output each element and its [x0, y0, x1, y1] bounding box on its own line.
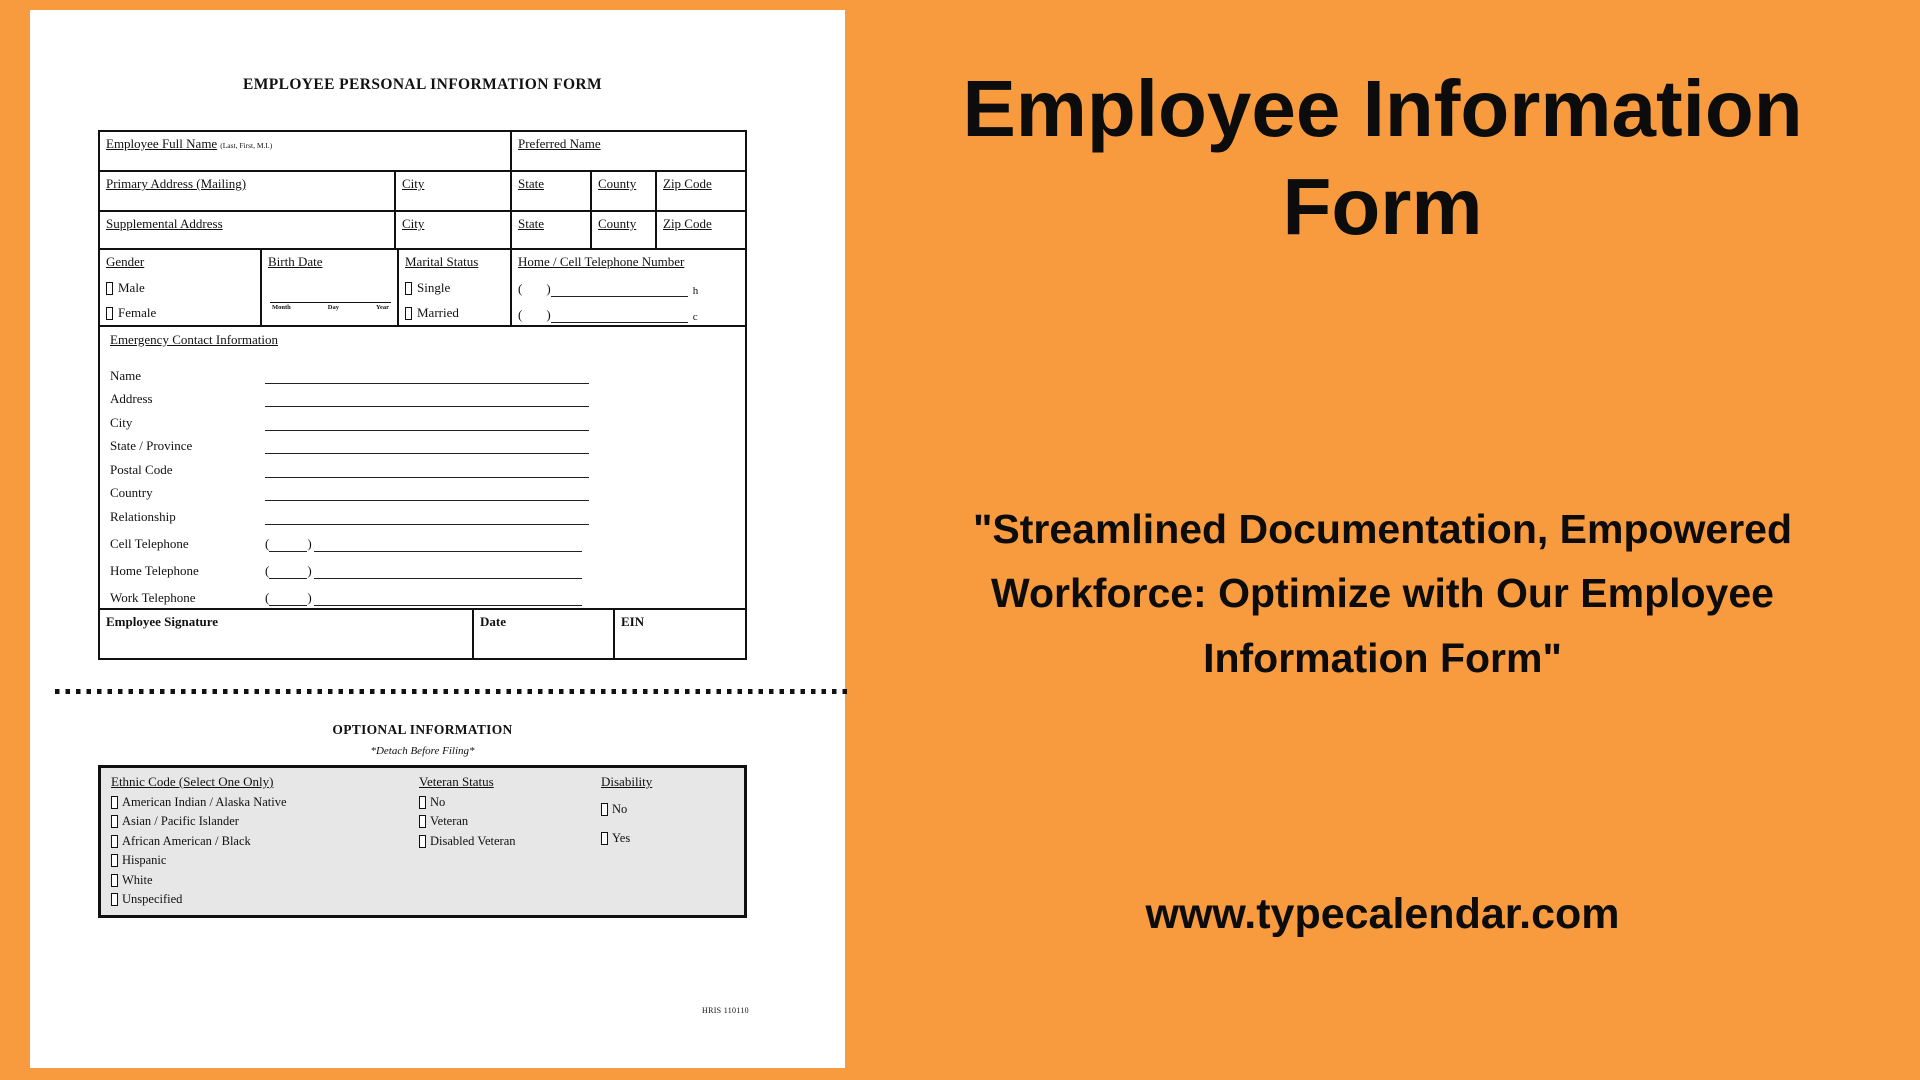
emergency-field-row [110, 360, 735, 384]
option-label: Unspecified [122, 892, 183, 906]
field-label: Cell Telephone [110, 535, 189, 551]
phone-blank-line [551, 309, 688, 323]
field-label: Address [110, 391, 153, 406]
emergency-phone-row [110, 525, 735, 552]
disability-option [601, 802, 652, 817]
option-label: Disabled Veteran [430, 833, 516, 848]
city-cell [396, 172, 512, 210]
emergency-field-row [110, 431, 735, 455]
emergency-phone-row [110, 552, 735, 579]
website-url: www.typecalendar.com [1145, 890, 1620, 938]
full-name-label: Employee Full Name [106, 136, 218, 151]
table-row-name [100, 132, 745, 172]
field-label: State / Province [110, 438, 193, 453]
field-label: Country [110, 485, 153, 500]
disability-label: Disability [601, 774, 653, 789]
option-label: Married [417, 305, 459, 320]
optional-section-title: OPTIONAL INFORMATION [332, 722, 513, 737]
ethnic-option [111, 873, 287, 888]
state-cell [512, 172, 592, 210]
county-cell [592, 212, 657, 248]
veteran-status-column [419, 774, 516, 849]
day-label: Day [327, 304, 339, 311]
form-title: EMPLOYEE PERSONAL INFORMATION FORM [242, 76, 603, 93]
checkbox-icon [601, 803, 608, 816]
ethnic-code-column [111, 774, 287, 907]
paren: ) [546, 281, 551, 296]
emergency-phone-row [110, 579, 735, 606]
option-label: Male [118, 280, 145, 295]
ethnic-option [111, 834, 287, 849]
cell-phone-line [518, 305, 739, 323]
emergency-field-row [110, 478, 735, 502]
birth-date-line [270, 302, 391, 303]
checkbox-icon [419, 796, 426, 809]
detach-dotted-line [55, 689, 847, 694]
full-name-note: (Last, First, M.I.) [220, 141, 273, 150]
table-row-supplemental-address [100, 212, 745, 250]
option-label: Hispanic [122, 853, 167, 867]
blank-line [265, 370, 589, 384]
blank-line [265, 393, 589, 407]
option-label: Veteran [430, 814, 469, 828]
blank-line [314, 565, 582, 579]
veteran-option [419, 795, 516, 810]
marital-status-cell [399, 250, 512, 325]
blank-line [265, 417, 589, 431]
year-label: Year [375, 304, 389, 311]
field-label: Home Telephone [110, 562, 199, 578]
supplemental-address-cell [100, 212, 396, 248]
disability-option [601, 831, 652, 846]
blank-line [265, 464, 589, 478]
blank-line [265, 440, 589, 454]
option-label: African American / Black [122, 833, 251, 848]
checkbox-icon [405, 282, 412, 295]
cell-suffix: c [692, 311, 698, 323]
detach-note: *Detach Before Filing* [370, 745, 475, 757]
option-label: No [430, 794, 446, 809]
paren: ) [307, 535, 312, 551]
emergency-field-row [110, 501, 735, 525]
emergency-contact-cell [100, 327, 745, 608]
ethnic-option [111, 853, 287, 868]
table-row-demographics [100, 250, 745, 327]
option-label: Female [118, 305, 157, 320]
personal-info-table [98, 130, 747, 660]
checkbox-icon [111, 796, 118, 809]
preferred-name-label: Preferred Name [518, 136, 601, 151]
telephone-cell [512, 250, 745, 325]
emergency-field-row [110, 384, 735, 408]
option-label: Yes [612, 831, 631, 845]
option-label: White [122, 872, 153, 887]
zip-cell [657, 212, 745, 248]
field-label: City [110, 414, 133, 430]
ethnic-code-label: Ethnic Code (Select One Only) [111, 774, 274, 789]
checkbox-icon [111, 854, 118, 867]
ethnic-option [111, 795, 287, 810]
marital-option-single [405, 280, 504, 296]
paren: ( [265, 589, 270, 605]
supplemental-address-label: Supplemental Address [106, 216, 223, 231]
city-cell [396, 212, 512, 248]
paren: ) [307, 589, 312, 605]
checkbox-icon [111, 835, 118, 848]
checkbox-icon [111, 874, 118, 887]
county-cell [592, 172, 657, 210]
birth-date-label: Birth Date [268, 254, 323, 269]
zip-label: Zip Code [663, 176, 712, 191]
area-code-blank [269, 538, 307, 552]
marital-status-label: Marital Status [405, 254, 479, 269]
zip-label: Zip Code [663, 216, 712, 231]
county-label: County [598, 176, 637, 191]
gender-label: Gender [106, 254, 145, 269]
paren: ( [265, 535, 270, 551]
birth-date-sublabels [272, 304, 389, 311]
blank-line [265, 487, 589, 501]
ethnic-option [111, 814, 287, 829]
full-name-cell [100, 132, 512, 170]
checkbox-icon [419, 815, 426, 828]
table-row-primary-address [100, 172, 745, 212]
emergency-field-row [110, 454, 735, 478]
month-label: Month [272, 304, 291, 311]
primary-address-cell [100, 172, 396, 210]
option-label: Asian / Pacific Islander [122, 814, 239, 828]
option-label: Single [417, 280, 451, 295]
form-code: HRIS 110110 [702, 1006, 749, 1015]
paren: ( [265, 562, 270, 578]
date-label: Date [480, 614, 506, 629]
date-cell [474, 610, 615, 658]
birth-date-cell [262, 250, 399, 325]
emergency-field-row [110, 407, 735, 431]
option-label: American Indian / Alaska Native [122, 794, 287, 809]
city-label: City [402, 176, 425, 191]
field-label: Work Telephone [110, 589, 196, 605]
checkbox-icon [111, 815, 118, 828]
state-label: State [518, 216, 544, 231]
primary-address-label: Primary Address (Mailing) [106, 176, 247, 191]
option-label: No [612, 802, 628, 816]
state-label: State [518, 176, 544, 191]
paren: ) [546, 307, 551, 322]
signature-cell [100, 610, 474, 658]
checkbox-icon [111, 893, 118, 906]
gender-cell [100, 250, 262, 325]
area-code-blank [269, 592, 307, 606]
county-label: County [598, 216, 637, 231]
paren: ) [307, 562, 312, 578]
form-page [30, 10, 845, 1068]
page-title: Employee Information Form [962, 64, 1803, 251]
gender-option-male [106, 280, 254, 296]
ein-label: EIN [621, 614, 645, 629]
disability-column [601, 774, 652, 846]
state-cell [512, 212, 592, 248]
zip-cell [657, 172, 745, 210]
veteran-option [419, 834, 516, 849]
tagline-quote: "Streamlined Documentation, Empowered Workforce: Optimize with Our Employee Information Form" [972, 506, 1793, 681]
gender-option-female [106, 305, 254, 321]
checkbox-icon [106, 282, 113, 295]
checkbox-icon [106, 307, 113, 320]
ein-cell [615, 610, 745, 658]
blank-line [265, 511, 589, 525]
veteran-option [419, 814, 516, 829]
veteran-status-label: Veteran Status [419, 774, 494, 789]
marital-option-married [405, 305, 504, 321]
paren: ( [518, 307, 523, 322]
telephone-label: Home / Cell Telephone Number [518, 254, 685, 269]
table-row-emergency [100, 327, 745, 610]
emergency-contact-label: Emergency Contact Information [110, 332, 278, 347]
area-code-blank [269, 565, 307, 579]
table-row-signature [100, 610, 745, 658]
optional-info-box [98, 765, 747, 918]
field-label: Name [110, 367, 142, 383]
blank-line [314, 592, 582, 606]
checkbox-icon [601, 832, 608, 845]
checkbox-icon [419, 835, 426, 848]
preferred-name-cell [512, 132, 745, 170]
field-label: Relationship [110, 508, 176, 524]
checkbox-icon [405, 307, 412, 320]
paren: ( [518, 281, 523, 296]
blank-line [314, 538, 582, 552]
ethnic-option [111, 892, 287, 907]
city-label: City [402, 216, 425, 231]
phone-blank-line [551, 283, 688, 297]
field-label: Postal Code [110, 461, 173, 477]
signature-label: Employee Signature [106, 614, 219, 629]
home-phone-line [518, 279, 739, 297]
home-suffix: h [692, 285, 699, 297]
